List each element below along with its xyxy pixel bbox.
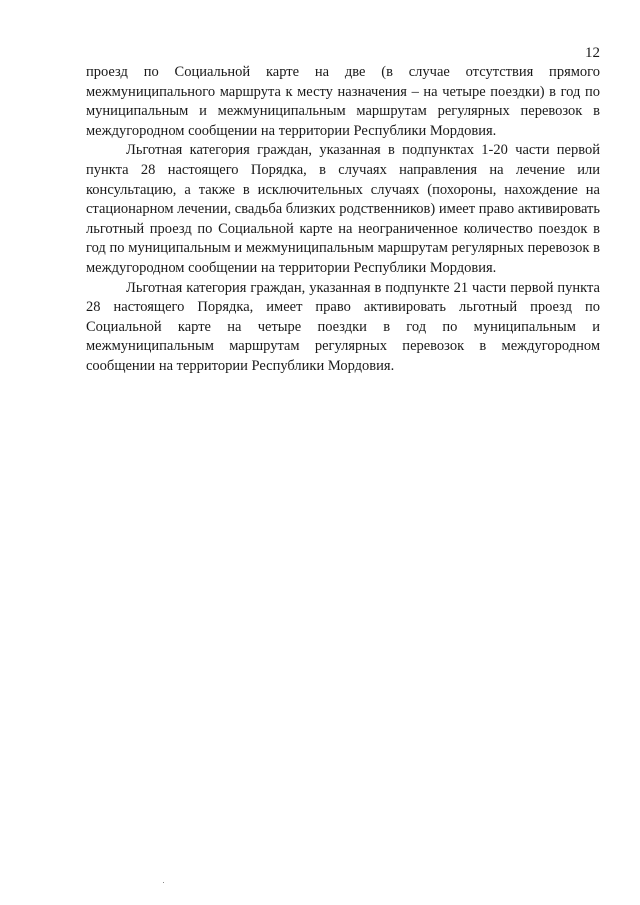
- document-body: [86, 63, 600, 377]
- page-number: 12: [585, 45, 600, 61]
- paragraph-four-trips: Льготная категория граждан, указанная в подпункте 21 части первой пункта 28 настоящего Порядка, имеет право активировать льготный проезд по Социальной карте на четыре поездки в год по муниципальным и межмуниципальным маршрутам регулярных перевозок в междугородном сообщении на территории Республики Мордовия.: [86, 279, 600, 374]
- paragraph-continuation: проезд по Социальной карте на две (в случае отсутствия прямого межмуниципального маршрута к месту назначения – на четыре поездки) в год по муниципальным и межмуниципальным маршрутам регулярных перевозок в междугородном сообщении на территории Республики Мордовия.: [86, 64, 600, 139]
- paragraph-unlimited-trips: Льготная категория граждан, указанная в подпунктах 1-20 части первой пункта 28 настоящего Порядка, в случаях направления на лечение или консультацию, а также в исключительных случаях (похороны, нахождение на стационарном лечении, свадьба близких родственников) имеет право активировать льготный проезд по Социальной карте на неограниченное количество поездок в год по муниципальным и межмуниципальным маршрутам регулярных перевозок в междугородном сообщении на территории Республики Мордовия.: [86, 142, 600, 276]
- scan-speck: [163, 882, 164, 883]
